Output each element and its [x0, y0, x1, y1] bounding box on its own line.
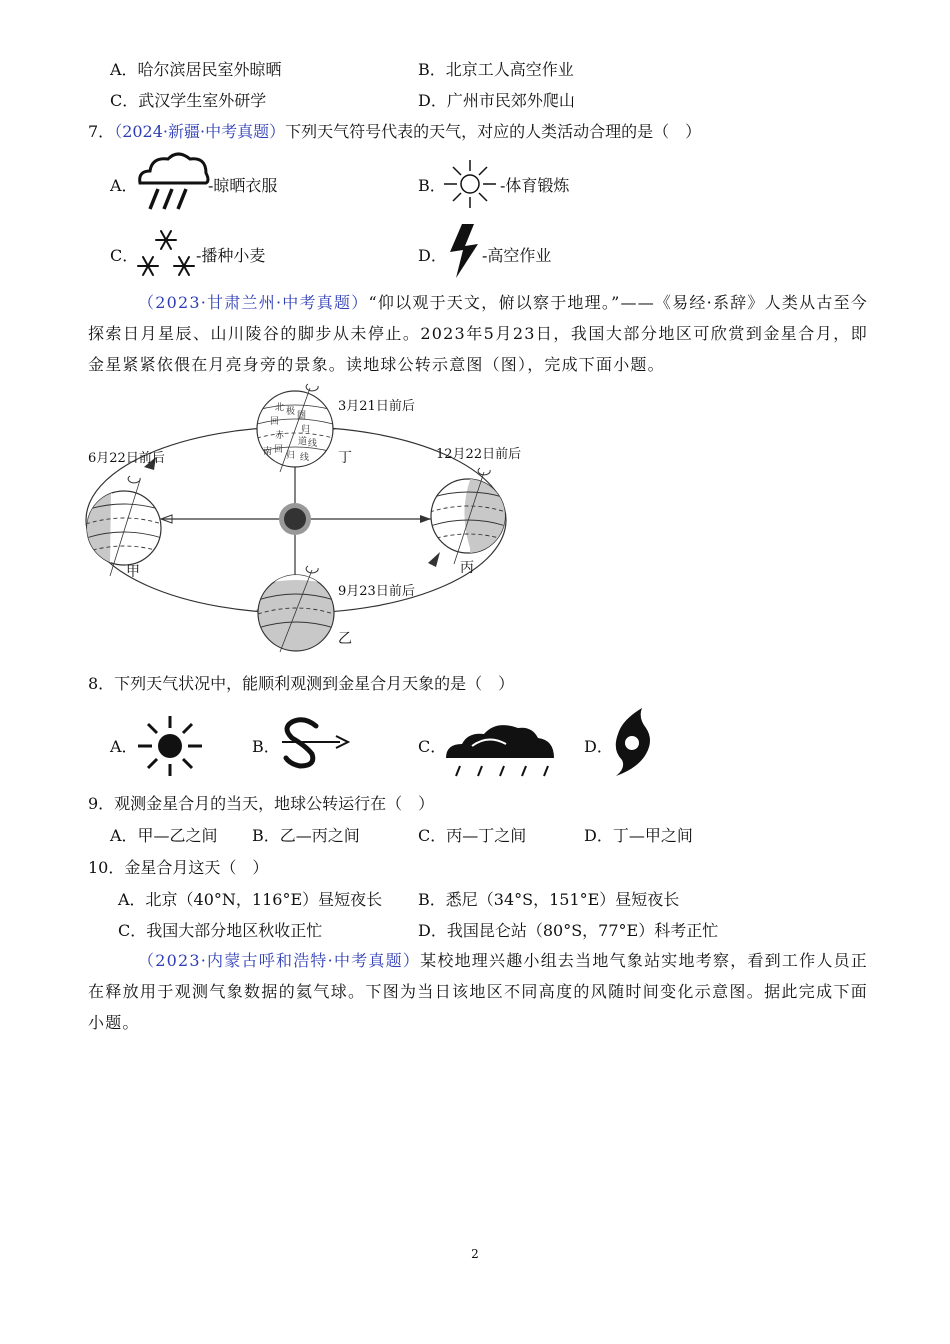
sun-icon [136, 714, 204, 778]
globe-label: 南 [263, 447, 273, 457]
option-c: C．丙—丁之间 [418, 826, 527, 845]
globe-label: 北 [275, 403, 285, 413]
option-d-letter: D． [584, 737, 613, 756]
group-2-source: （2023·内蒙古呼和浩特·中考真题） [138, 951, 421, 970]
globe-label: 圈 [297, 411, 307, 421]
option-a-letter: A． [110, 737, 138, 756]
typhoon-icon [608, 706, 656, 778]
label-sep23: 9月23日前后 [338, 584, 415, 599]
option-b: B．乙—丙之间 [252, 826, 360, 845]
group-2-text: 某校地理兴趣小组去当地气象站实地考察，看到工作人员正在释放用于观测气象数据的氦气球。下图为当日该地区不同高度的风随时间变化示意图。据此完成下面小题。 [88, 951, 868, 1032]
globe-bing [430, 468, 510, 570]
globe-label: 极 [286, 407, 296, 417]
earth-revolution-diagram [80, 380, 530, 655]
globe-label: 回 [270, 417, 280, 427]
question-stem: 下列天气符号代表的天气，对应的人类活动合理的是（ ） [285, 122, 702, 141]
option-a-text: -晾晒衣服 [208, 176, 278, 195]
option-d: D．广州市民郊外爬山 [418, 91, 575, 110]
globe-label: 线 [308, 439, 318, 449]
option-c: C．我国大部分地区秋收正忙 [118, 921, 323, 940]
globe-ding [257, 384, 333, 472]
option-d-text: -高空作业 [482, 246, 552, 265]
globe-label: 回 [274, 445, 284, 455]
label-jia: 甲 [126, 564, 140, 580]
option-b-letter: B． [418, 176, 446, 195]
option-d-letter: D． [418, 246, 447, 265]
option-c-text: -播种小麦 [196, 246, 266, 265]
option-b: B．悉尼（34°S，151°E）昼短夜长 [418, 890, 680, 909]
option-b-letter: B． [252, 737, 280, 756]
option-d: D．丁—甲之间 [584, 826, 693, 845]
globe-label: 归 [286, 451, 296, 461]
group-1-text: “仰以观于天文，俯以察于地理。”——《易经·系辞》人类从古至今探索日月星辰、山川陵谷的脚步从未停止。2023年5月23日，我国大部分地区可欣赏到金星合月，即金星紧紧依偎在月亮身旁的景象。读地球公转示意图（图），完成下面小题。 [88, 293, 868, 374]
globe-label: 赤 [275, 431, 285, 441]
label-yi: 乙 [338, 631, 352, 647]
option-d: D．我国昆仑站（80°S，77°E）科考正忙 [418, 921, 719, 940]
group-1-source: （2023·甘肃兰州·中考真题） [138, 293, 369, 312]
snow-icon [134, 226, 198, 282]
globe-label: 归 [301, 425, 311, 435]
option-a: A．北京（40°N，116°E）昼短夜长 [118, 890, 383, 909]
globe-label: 道 [298, 437, 308, 447]
sandstorm-icon [276, 714, 350, 770]
lightning-icon [444, 222, 484, 280]
option-b: B．北京工人高空作业 [418, 60, 574, 79]
globe-jia [80, 476, 162, 580]
rain-icon [134, 151, 212, 213]
option-c-letter: C． [418, 737, 447, 756]
label-dec22: 12月22日前后 [436, 447, 522, 462]
question-7 [88, 121, 701, 143]
group-1-intro [88, 287, 868, 380]
question-8: 8．下列天气状况中，能顺利观测到金星合月天象的是（ ） [88, 674, 515, 693]
cloudy-rain-icon [442, 718, 558, 780]
question-source: （2024·新疆·中考真题） [114, 122, 286, 141]
option-c: C．武汉学生室外研学 [110, 91, 267, 110]
label-mar21: 3月21日前后 [338, 399, 415, 414]
label-jun22: 6月22日前后 [88, 451, 165, 466]
question-10: 10．金星合月这天（ ） [88, 858, 269, 877]
globe-yi [258, 566, 334, 652]
question-number: 7． [88, 122, 115, 141]
option-a: A．哈尔滨居民室外晾晒 [110, 60, 282, 79]
label-ding: 丁 [338, 450, 352, 466]
question-9: 9．观测金星合月的当天，地球公转运行在（ ） [88, 794, 435, 813]
sunny-icon [442, 158, 498, 210]
option-a-letter: A． [110, 176, 138, 195]
option-a: A．甲—乙之间 [110, 826, 218, 845]
group-2-intro [88, 945, 868, 1038]
option-b-text: -体育锻炼 [500, 176, 570, 195]
option-c-letter: C． [110, 246, 139, 265]
page-number: 2 [471, 1247, 479, 1261]
label-bing: 丙 [460, 560, 474, 576]
globe-label: 线 [300, 453, 310, 463]
